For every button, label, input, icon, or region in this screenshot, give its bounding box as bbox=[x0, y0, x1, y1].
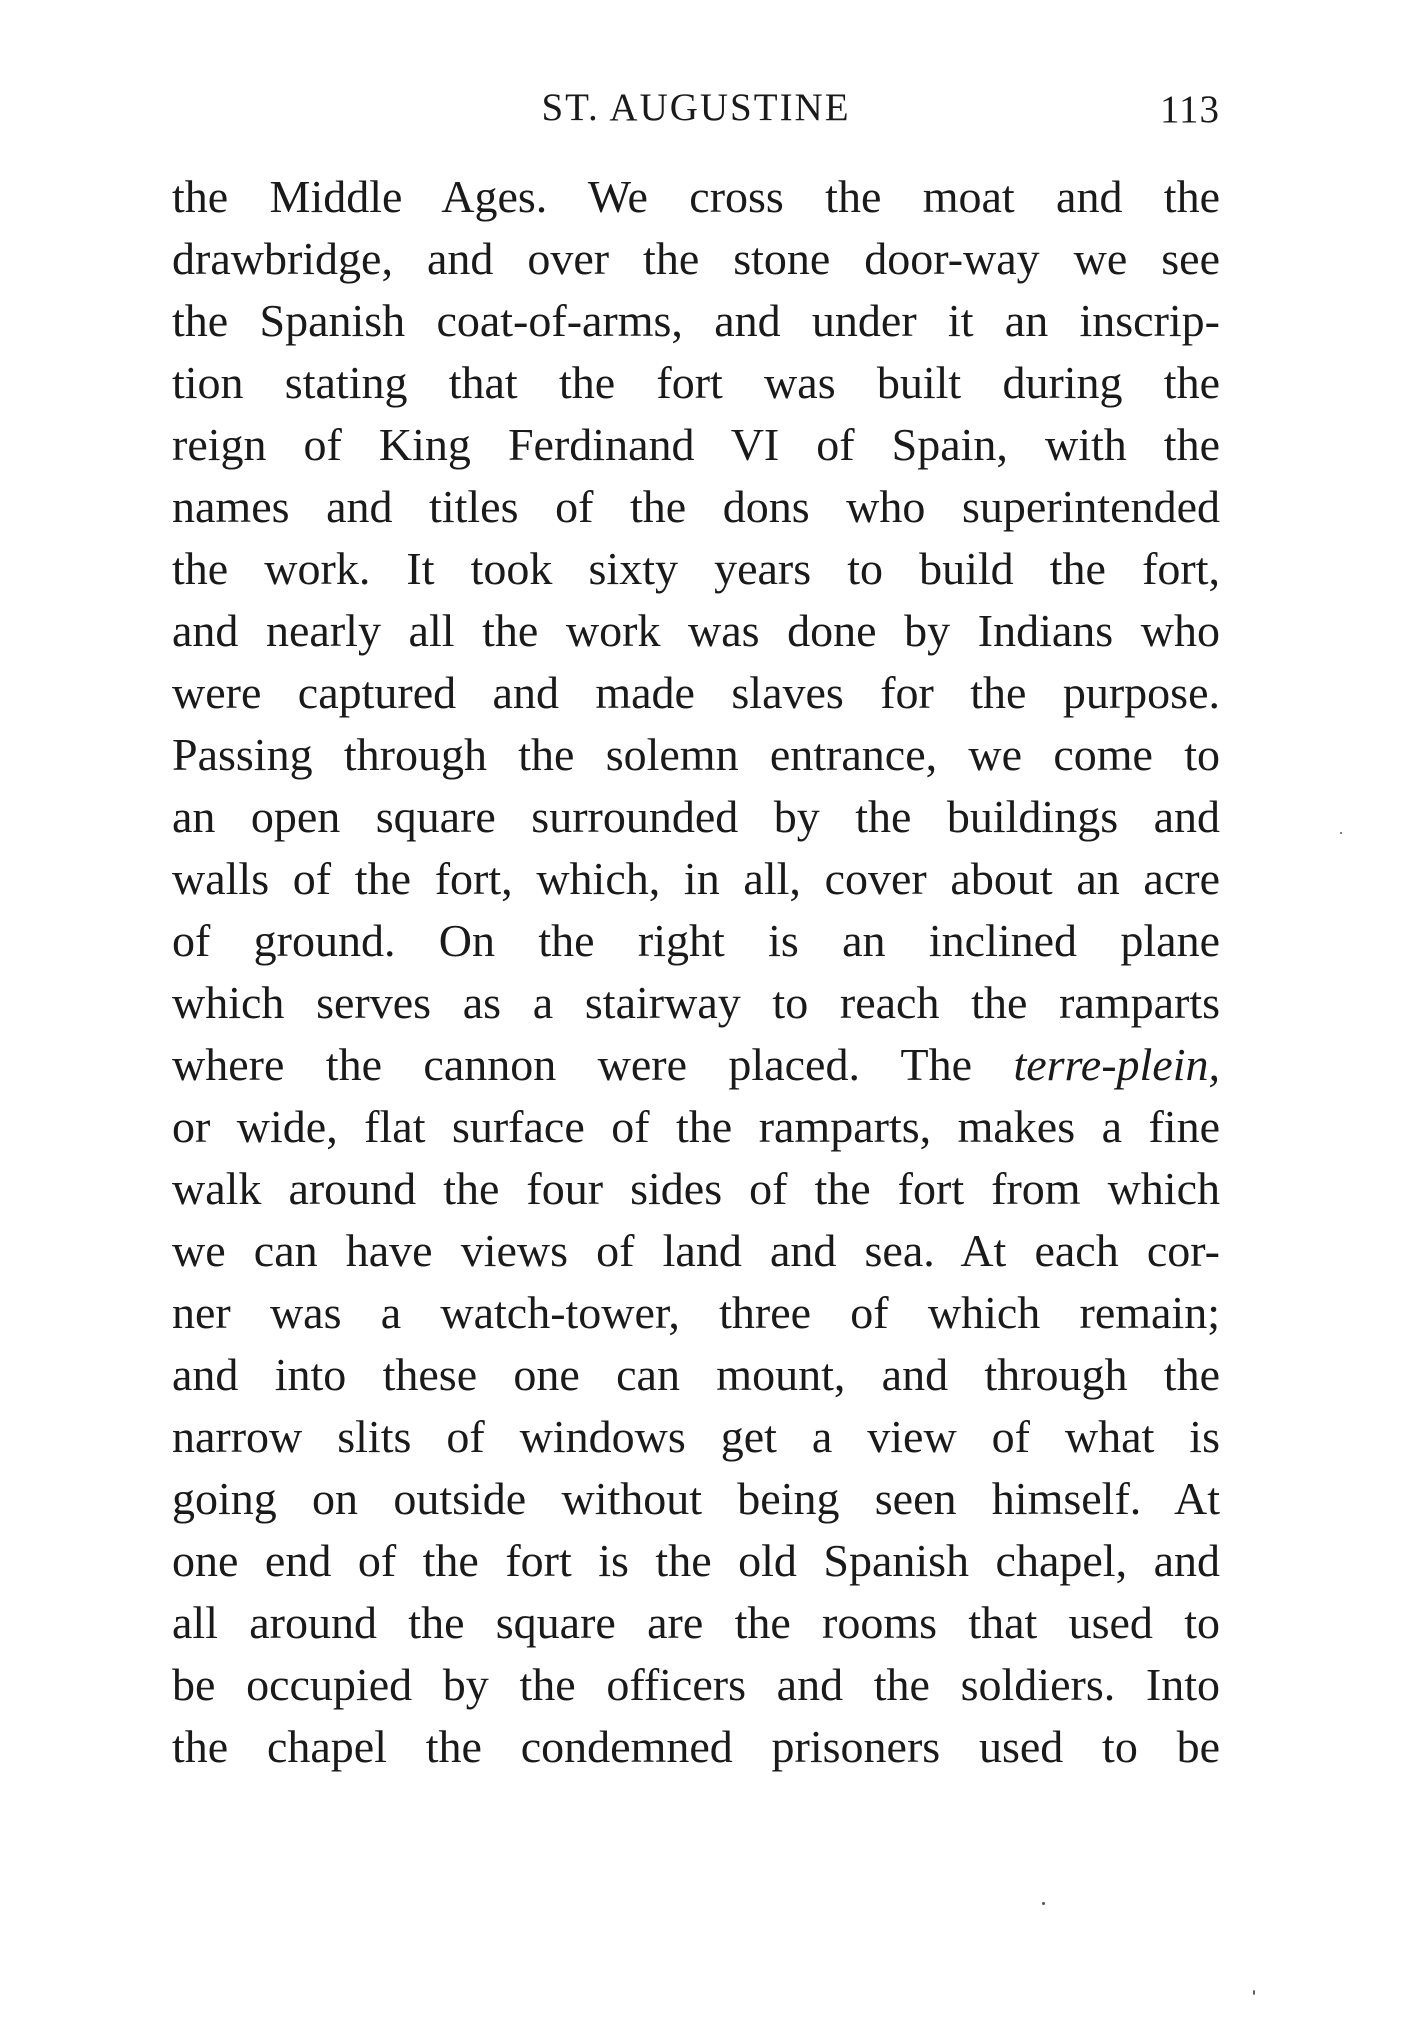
text-line: reign of King Ferdinand VI of Spain, with the bbox=[172, 419, 1220, 470]
text-line: an open square surrounded by the buildings and bbox=[172, 791, 1220, 842]
text-line: walls of the fort, which, in all, cover about an acre bbox=[172, 853, 1220, 904]
scan-speck bbox=[1253, 1990, 1255, 1995]
text-line: drawbridge, and over the stone door-way we see bbox=[172, 233, 1220, 284]
text-line: we can have views of land and sea. At each cor- bbox=[172, 1225, 1220, 1276]
text-line: walk around the four sides of the fort from which bbox=[172, 1163, 1220, 1214]
running-head bbox=[172, 82, 1220, 142]
text-line: Passing through the solemn entrance, we come to bbox=[172, 729, 1220, 780]
text-line: and into these one can mount, and through the bbox=[172, 1349, 1220, 1400]
text-line: ner was a watch-tower, three of which remain; bbox=[172, 1287, 1220, 1338]
body-text bbox=[172, 166, 1220, 1778]
text-line: all around the square are the rooms that used to bbox=[172, 1597, 1220, 1648]
text-line: narrow slits of windows get a view of what is bbox=[172, 1411, 1220, 1462]
text-line: one end of the fort is the old Spanish chapel, and bbox=[172, 1535, 1220, 1586]
text-line: tion stating that the fort was built during the bbox=[172, 357, 1220, 408]
text-line: the Middle Ages. We cross the moat and the bbox=[172, 171, 1220, 222]
text-line: which serves as a stairway to reach the ramparts bbox=[172, 977, 1220, 1028]
text-line: going on outside without being seen himself. At bbox=[172, 1473, 1220, 1524]
text-line: names and titles of the dons who superintended bbox=[172, 481, 1220, 532]
italic-term: terre-plein, bbox=[1013, 1039, 1220, 1090]
text-line-with-italic bbox=[172, 1034, 1220, 1096]
text-line: the Spanish coat-of-arms, and under it an inscrip- bbox=[172, 295, 1220, 346]
scan-speck bbox=[1042, 1902, 1045, 1905]
page-number: 113 bbox=[1159, 88, 1220, 131]
text-line: be occupied by the officers and the soldiers. Into bbox=[172, 1659, 1220, 1710]
line-roman-part: where the cannon were placed. The bbox=[172, 1039, 1014, 1090]
text-line: and nearly all the work was done by Indians who bbox=[172, 605, 1220, 656]
text-line: were captured and made slaves for the purpose. bbox=[172, 667, 1220, 718]
text-line: the chapel the condemned prisoners used to be bbox=[172, 1721, 1220, 1772]
text-line: or wide, flat surface of the ramparts, makes a fine bbox=[172, 1101, 1220, 1152]
text-line: of ground. On the right is an inclined plane bbox=[172, 915, 1220, 966]
running-title: ST. AUGUSTINE bbox=[541, 86, 851, 129]
text-line: the work. It took sixty years to build the fort, bbox=[172, 543, 1220, 594]
scan-speck bbox=[1340, 832, 1342, 834]
